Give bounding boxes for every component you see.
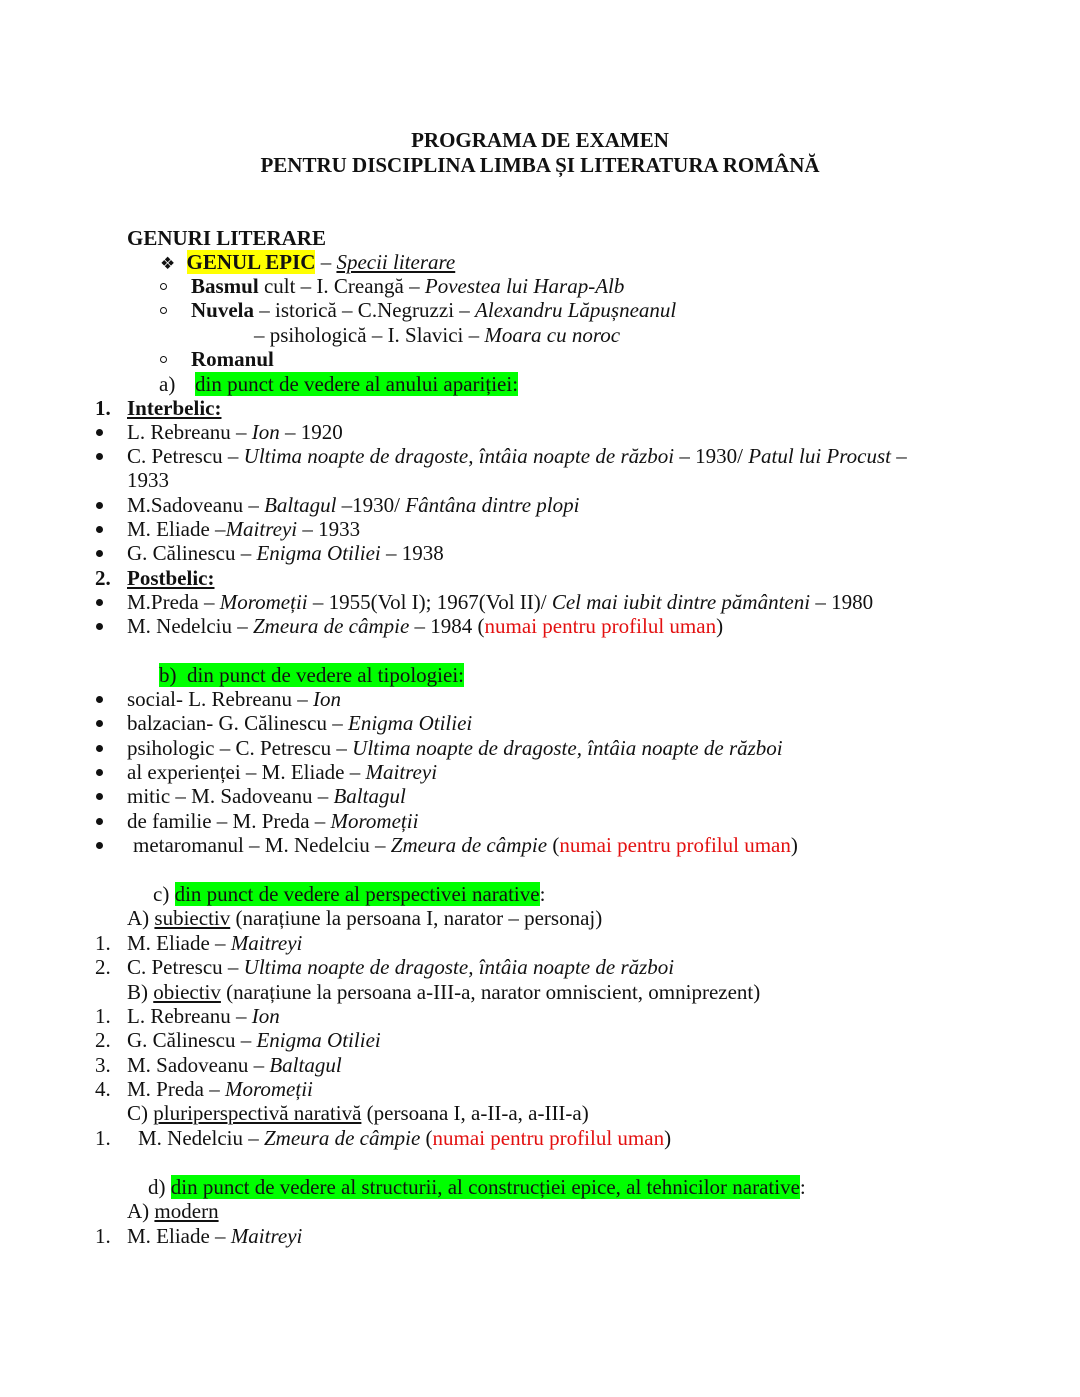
list-item: G. Călinescu – Enigma Otiliei – 1938 — [127, 541, 444, 565]
c-heading: c) din punct de vedere al perspectivei narative: — [153, 882, 546, 906]
c-objective-heading: B) obiectiv (narațiune la persoana a-III-a, narator omniscient, omniprezent) — [127, 980, 761, 1004]
bullet-dot-icon — [96, 818, 103, 825]
bullet-dot-icon — [96, 526, 103, 533]
romanul-label: Romanul — [191, 347, 274, 371]
list-item: M. Eliade – Maitreyi — [127, 931, 303, 955]
postbelic-number: 2. — [95, 566, 111, 590]
nuvela-psihologica-line: – psihologică – I. Slavici – Moara cu noroc — [254, 323, 621, 347]
circle-bullet-icon — [160, 356, 167, 363]
list-item: M. Nedelciu – Zmeura de câmpie – 1984 (numai pentru profilul uman) — [127, 614, 724, 638]
list-item: G. Călinescu – Enigma Otiliei — [127, 1028, 381, 1052]
section-heading: GENURI LITERARE — [127, 226, 326, 250]
list-item: M.Preda – Moromeții – 1955(Vol I); 1967(Vol II)/ Cel mai iubit dintre pământeni – 1980 — [127, 590, 874, 614]
list-item: psihologic – C. Petrescu – Ultima noapte de dragoste, întâia noapte de război — [127, 736, 783, 760]
bullet-dot-icon — [96, 623, 103, 630]
a-heading: din punct de vedere al anului apariției: — [195, 372, 519, 396]
list-item: L. Rebreanu – Ion — [127, 1004, 280, 1028]
doc-title-line1: PROGRAMA DE EXAMEN — [411, 128, 669, 152]
list-number: 2. — [95, 955, 111, 979]
doc-title-line2: PENTRU DISCIPLINA LIMBA ȘI LITERATURA ROMÂNĂ — [260, 153, 820, 177]
circle-bullet-icon — [160, 307, 167, 314]
bullet-dot-icon — [96, 502, 103, 509]
list-number: 1. — [95, 1004, 111, 1028]
list-number: 2. — [95, 1028, 111, 1052]
bullet-dot-icon — [96, 793, 103, 800]
list-item: al experienței – M. Eliade – Maitreyi — [127, 760, 438, 784]
bullet-dot-icon — [96, 745, 103, 752]
list-number: 4. — [95, 1077, 111, 1101]
list-item: L. Rebreanu – Ion – 1920 — [127, 420, 343, 444]
list-item: M. Sadoveanu – Baltagul — [127, 1053, 342, 1077]
diamond-bullet-icon: ❖ — [160, 254, 176, 274]
bullet-dot-icon — [96, 769, 103, 776]
list-number: 1. — [95, 931, 111, 955]
a-marker: a) — [159, 372, 176, 396]
list-item: social- L. Rebreanu – Ion — [127, 687, 342, 711]
bullet-dot-icon — [96, 429, 103, 436]
list-item: mitic – M. Sadoveanu – Baltagul — [127, 784, 406, 808]
circle-bullet-icon — [160, 283, 167, 290]
bullet-dot-icon — [96, 550, 103, 557]
list-number: 1. — [95, 1126, 111, 1150]
genul-epic-label: GENUL EPIC — [186, 250, 316, 274]
bullet-dot-icon — [96, 696, 103, 703]
list-item: metaromanul – M. Nedelciu – Zmeura de câmpie (numai pentru profilul uman) — [133, 833, 798, 857]
list-item: M. Eliade –Maitreyi – 1933 — [127, 517, 361, 541]
list-item: balzacian- G. Călinescu – Enigma Otiliei — [127, 711, 473, 735]
list-number: 1. — [95, 1224, 111, 1248]
list-number: 3. — [95, 1053, 111, 1077]
bullet-dot-icon — [96, 599, 103, 606]
basmul-line: Basmul cult – I. Creangă – Povestea lui Harap-Alb — [191, 274, 625, 298]
list-item: C. Petrescu – Ultima noapte de dragoste, întâia noapte de război – 1930/ Patul lui Procust – — [127, 444, 907, 468]
specii-literare: Specii literare — [336, 250, 456, 274]
postbelic-label: Postbelic: — [127, 566, 215, 590]
bullet-dot-icon — [96, 720, 103, 727]
c-subjective-heading: A) subiectiv (narațiune la persoana I, narator – personaj) — [127, 906, 603, 930]
interbelic-label: Interbelic: — [127, 396, 222, 420]
list-item: de familie – M. Preda – Moromeții — [127, 809, 419, 833]
nuvela-line: Nuvela – istorică – C.Negruzzi – Alexandru Lăpușneanul — [191, 298, 677, 322]
list-item: M. Eliade – Maitreyi — [127, 1224, 303, 1248]
list-item-continuation: 1933 — [127, 468, 169, 492]
d-modern-heading: A) modern — [127, 1199, 219, 1223]
list-item: M. Nedelciu – Zmeura de câmpie (numai pentru profilul uman) — [138, 1126, 672, 1150]
bullet-dot-icon — [96, 453, 103, 460]
list-item: M. Preda – Moromeții — [127, 1077, 313, 1101]
bullet-dot-icon — [96, 842, 103, 849]
d-heading: d) din punct de vedere al structurii, al construcției epice, al tehnicilor narative: — [148, 1175, 806, 1199]
list-item: M.Sadoveanu – Baltagul –1930/ Fântâna dintre plopi — [127, 493, 580, 517]
list-item: C. Petrescu – Ultima noapte de dragoste, întâia noapte de război — [127, 955, 675, 979]
interbelic-number: 1. — [95, 396, 111, 420]
c-pluriperspective-heading: C) pluriperspectivă narativă (persoana I, a-II-a, a-III-a) — [127, 1101, 589, 1125]
b-heading: b) din punct de vedere al tipologiei: — [159, 663, 464, 687]
genul-epic-line: ❖ GENUL EPIC – Specii literare — [160, 250, 456, 274]
